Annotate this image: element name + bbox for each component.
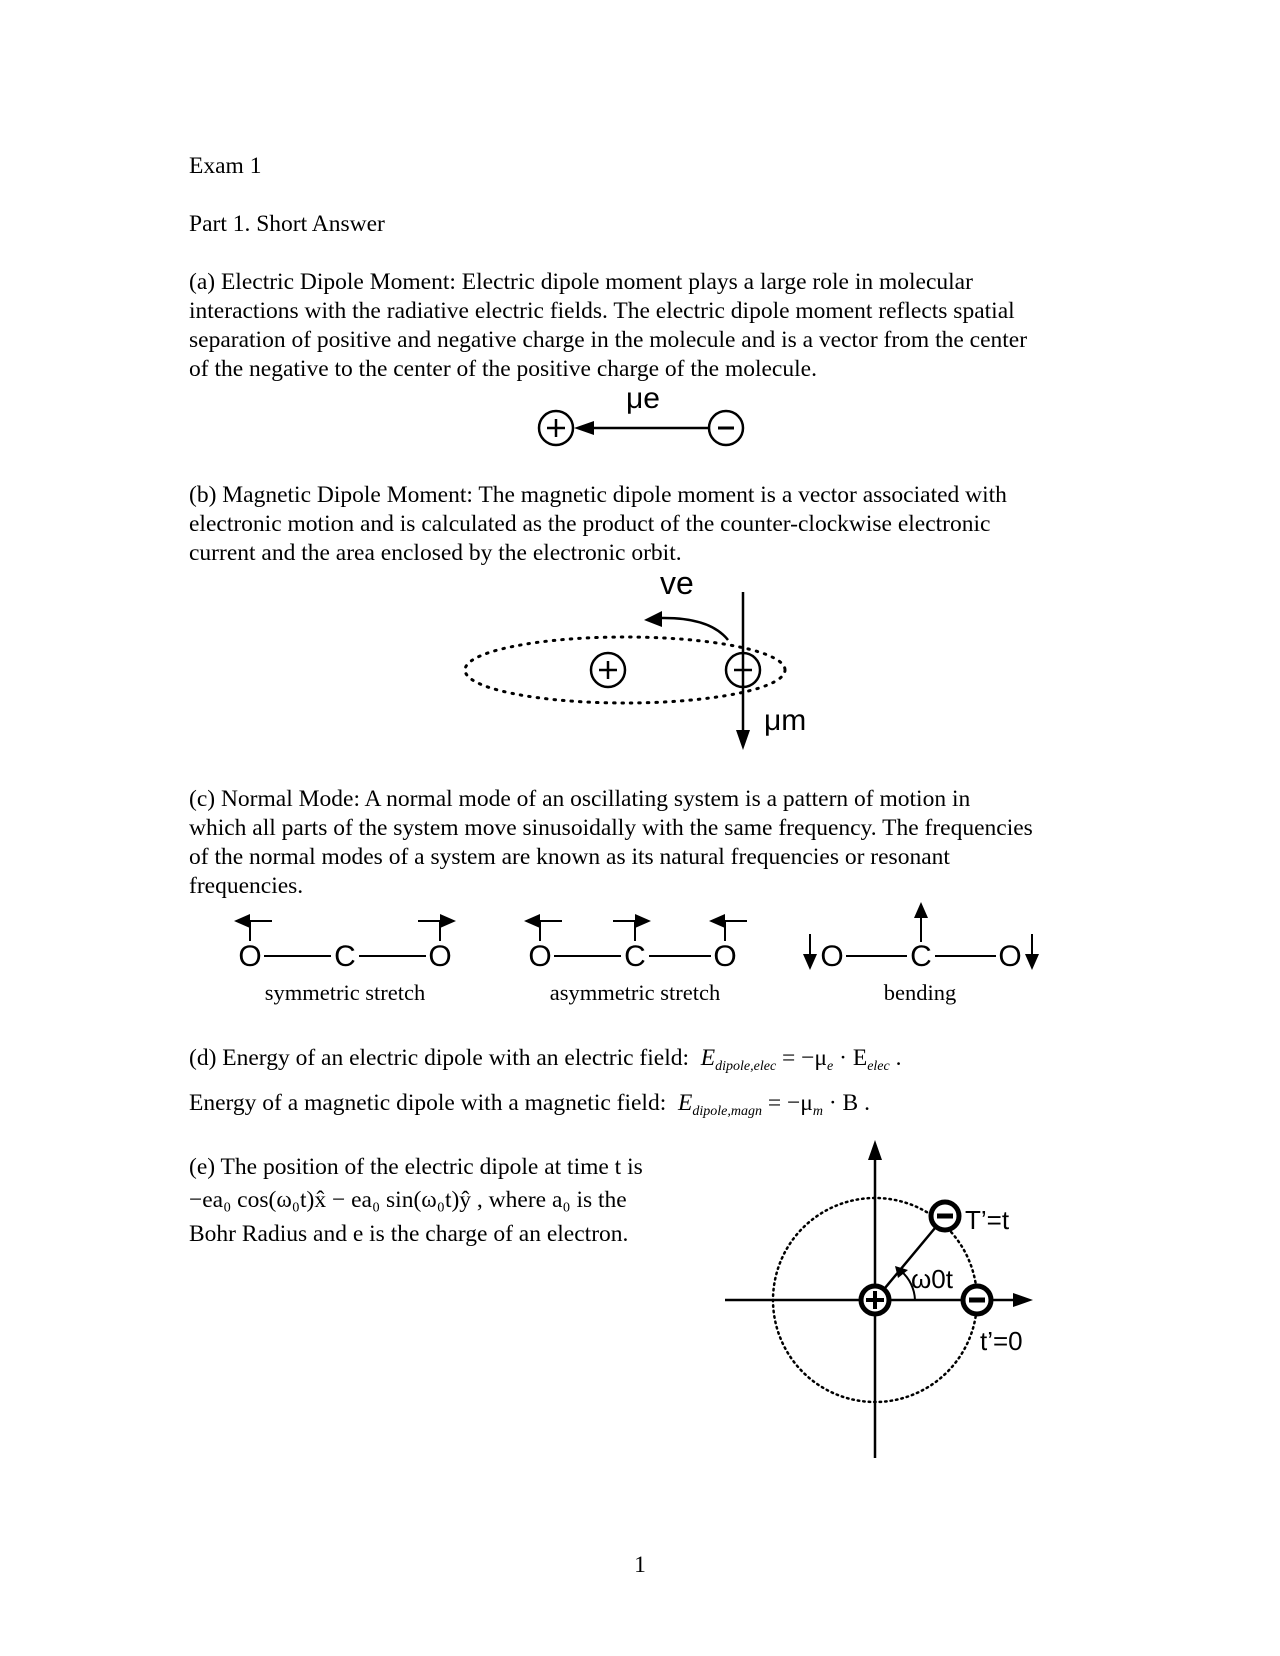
asymmetric-stretch-molecule [524,914,747,973]
svg-text:C: C [910,940,932,973]
svg-text:O: O [998,940,1022,973]
label-t0: t’=0 [980,1326,1023,1356]
label-T: T’=t [965,1205,1010,1235]
mu-e-label: μe [626,382,660,415]
svg-text:O: O [820,940,844,973]
svg-text:O: O [238,940,262,973]
svg-text:C: C [624,940,646,973]
magnetic-dipole-energy-equation: Energy of a magnetic dipole with a magnetic field: $E_{dipole,magn} = -\mu_m \cdot B$ . [189,1090,870,1119]
normal-modes-figure [220,898,1070,978]
svg-text:C: C [334,940,356,973]
bending-molecule [803,902,1039,973]
section-e-line2: −ea₀ cos(ω₀t)x̂ − ea₀ sin(ω₀t)ŷ , where a₀ is the [189,1187,627,1213]
section-c-text: (c) Normal Mode: A normal mode of an oscillating system is a pattern of motion in which all parts of the system move sinusoidally with the same frequency. The frequencies of the normal modes of a system are known as its natural frequencies or resonant frequencies. [189,786,1033,899]
label-omega-t: ω0t [911,1264,953,1294]
v-e-label: ve [660,565,694,601]
electric-dipole-energy-equation: (d) Energy of an electric dipole with an electric field: $E_{dipole,elec} = -\mu_e \cdot E_{elec}$ . [189,1045,902,1074]
electric-dipole-figure [530,378,760,460]
symmetric-stretch-molecule [234,914,456,973]
section-e-line1: (e) The position of the electric dipole at time t is [189,1154,643,1180]
svg-text:O: O [428,940,452,973]
page-number: 1 [634,1552,646,1578]
section-b-text: (b) Magnetic Dipole Moment: The magnetic dipole moment is a vector associated with electronic motion and is calculated as the product of the counter-clockwise electronic current and the area enclosed by the electronic orbit. [189,482,1007,566]
mode-label-symmetric: symmetric stretch [264,980,426,1005]
mode-label-bending: bending [883,980,957,1005]
svg-text:O: O [713,940,737,973]
section-a-text: (a) Electric Dipole Moment: Electric dipole moment plays a large role in molecular interactions with the radiative electric fields. The electric dipole moment reflects spatial separation of positive and negative charge in the molecule and is a vector from the center of the negative to the center of the positive charge of the molecule. [189,269,1028,382]
section-e-line3: Bohr Radius and e is the charge of an electron. [189,1221,629,1247]
magnetic-dipole-figure [460,562,840,752]
rotating-dipole-figure [715,1140,1045,1470]
exam-title: Exam 1 [189,153,262,179]
velocity-arrow-icon [644,611,662,627]
mode-label-asymmetric: asymmetric stretch [549,980,721,1005]
mu-m-label: μm [764,704,807,737]
part-title: Part 1. Short Answer [189,211,385,237]
svg-text:O: O [528,940,552,973]
